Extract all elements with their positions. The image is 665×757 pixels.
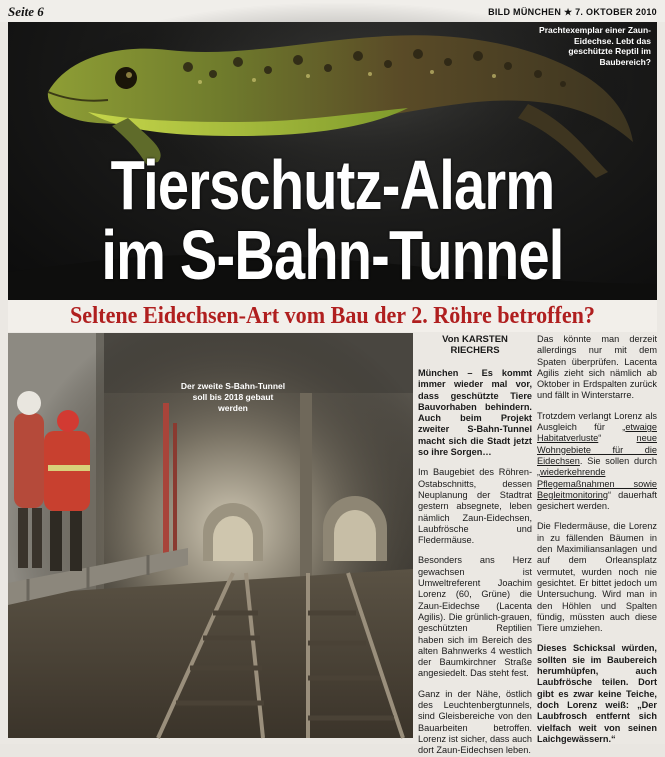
underlined-quote: wiederkehrende Pflegemaßnahmen sowie Begleitmonitoring: [537, 467, 657, 500]
headline-line-2: im S-Bahn-Tunnel: [73, 220, 592, 290]
article-paragraph: Ganz in der Nähe, östlich des Leuchtenbergtunnels, sind Gleisbereiche von den Bauarbeiten betroffen. Lorenz ist sicher, dass auch dort Zaun-Eidechsen leben.: [418, 689, 532, 757]
article-paragraph-quotes: [537, 411, 657, 513]
text-run: “: [598, 433, 636, 443]
photo-caption: Der zweite S-Bahn-Tunnel soll bis 2018 gebaut werden: [178, 381, 288, 414]
article-paragraph: Die Fledermäuse, die Lorenz in zu fällenden Bäumen in den Maximiliansanlagen und auf dem Orleansplatz vermutet, wurden noch nie gesichtet. Er bittet jedoch um Untersuchung. Wird man in den Höhlen und Spalten fündig, müssten auch diese Tiere umziehen.: [537, 521, 657, 634]
page-number: Seite 6: [8, 4, 44, 20]
hero-image: [8, 22, 657, 300]
article-paragraph: Im Baugebiet des Röhren-Ostabschnitts, dessen Neuplanung der Stadtrat gestern absegnete, leben nämlich Zaun-Eidechsen, Laubfrösche und Fledermäuse.: [418, 467, 532, 546]
subheadline-bar: [8, 300, 657, 332]
text-run: “ dauerhaft gesichert werden.: [537, 490, 657, 511]
hero-caption: Prachtexemplar einer Zaun-Eidechse. Lebt das geschützte Reptil im Baubereich?: [531, 25, 651, 67]
subheadline: Seltene Eidechsen-Art vom Bau der 2. Röhre betroffen?: [34, 301, 631, 331]
tunnel-photo: [8, 333, 413, 738]
article-lead: München – Es kommt immer wieder mal vor, dass geschützte Tiere Bauvorhaben behindern. Auch beim Projekt zweiter S-Bahn-Tunnel macht sich die Stadt jetzt so ihre Sorgen…: [418, 368, 532, 458]
article-column-2: [537, 334, 657, 745]
underlined-quote: etwaige Habitatverluste: [537, 422, 657, 443]
underlined-quote: neue Wohngebiete für die Eidechsen: [537, 433, 657, 466]
headline-line-1: Tierschutz-Alarm: [73, 150, 592, 220]
text-run: . Sie sollen durch „: [537, 456, 657, 477]
article-paragraph: Besonders ans Herz gewachsen ist Umweltreferent Joachim Lorenz (60, Grüne) die Zaun-Eidechse (Lacenta Agilis). Die grünlich-grauen, geschützten Reptilien haben sich im Bereich des alten Bahnwerks 4 westlich der Baumkirchner Straße angesiedelt. Das steht fest.: [418, 555, 532, 679]
byline: Von KARSTEN RIECHERS: [418, 334, 532, 356]
text-run: Trotzdem verlangt Lorenz als Ausgleich für „: [537, 411, 657, 432]
article-paragraph: Das könnte man derzeit allerdings nur mit dem Spaten überprüfen. Lacenta Agilis zieht sich nämlich ab Oktober in Erdspalten zurück und fällt in Winterstarre.: [537, 334, 657, 402]
article-closing: Dieses Schicksal würden, sollten sie im Baubereich herumhüpfen, auch Laubfrösche teilen. Dort gibt es zwar keine Teiche, doch Lorenz weiß: „Der Laubfrosch entfernt sich vielfach weit von seinen Laichgewässern.“: [537, 643, 657, 745]
issue-line: BILD MÜNCHEN ★ 7. OKTOBER 2010: [488, 7, 657, 18]
article-column-1: [418, 334, 532, 757]
